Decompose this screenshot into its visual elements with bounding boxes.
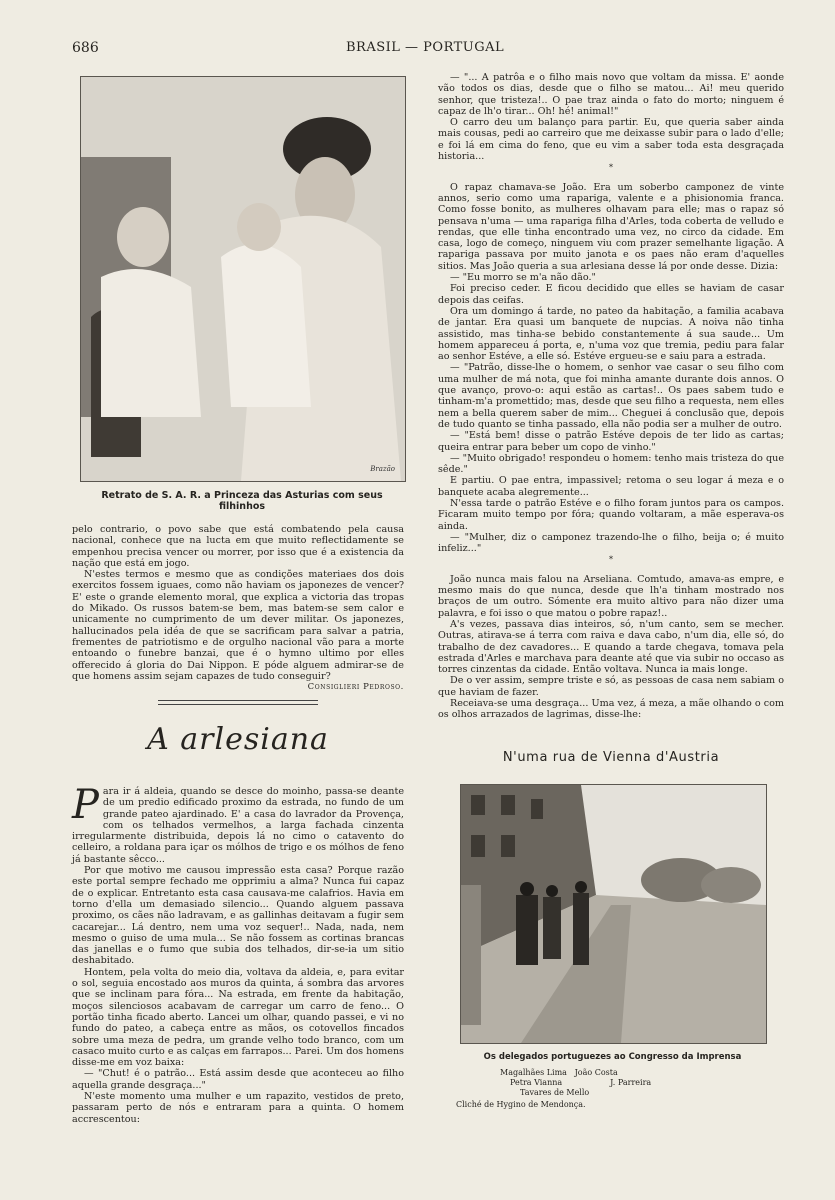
left-paragraph: pelo contrario, o povo sabe que está combatendo pela causa nacional, conhece que na lucta em que muito reflectidamente se empenhou precisa vencer ou morrer, por isso que é a existencia da nação que está em jogo. (72, 524, 404, 569)
story-paragraph: N'este momento uma mulher e um rapazito, vestidos de preto, passaram perto de nós e entraram para a quinta. O homem accrescentou: (72, 1091, 404, 1125)
delegate-name: João Costa (574, 1068, 618, 1077)
right-paragraph: — "Eu morro se m'a não dão." (450, 272, 596, 284)
street-illustration (461, 785, 766, 1043)
right-paragraph: De o ver assim, sempre triste e só, as pessoas de casa nem sabiam o que haviam de fazer. (438, 675, 784, 698)
page-number: 686 (72, 40, 99, 56)
right-paragraph: Foi preciso ceder. E ficou decidido que elles se haviam de casar depois das ceifas. (438, 283, 784, 306)
delegate-name: Magalhães Lima (500, 1068, 567, 1077)
left-paragraph: N'estes termos e mesmo que as condições materiaes dos dois exercitos fossem iguaes, como não haviam os japonezes de vencer? E' este o grande elemento moral, que explica a victoria das tropas do Mikado. Os russos batem-se bem, mas batem-se sem calor e unicamente no cumprimento de um dever militar. Os japonezes, hallucinados pela idéa de que se sacrificam para salvar a patria, frementes de patriotismo e de orgulho nacional vão para a morte entoando o funebre banzai, que é o hymno ultimo por elles offerecido á gloria do Dai Nippon. E póde alguem admirar-se de que homens assim sejam capazes de tudo conseguir? (72, 569, 404, 682)
delegate-name: Tavares de Mello (520, 1088, 590, 1097)
vienna-title: N'uma rua de Vienna d'Austria (502, 750, 720, 765)
photo-signature: Brazão (370, 465, 395, 473)
princess-portrait-photo (80, 76, 406, 482)
author-signature: Consiglieri Pedroso. (307, 682, 404, 693)
story-first-text: ara ir á aldeia, quando se desce do moinho, passa-se deante de um predio edificado proximo da estrada, no fundo de um grande pateo ajardinado. E' a casa do lavrador da Provença, com os telhados vermelhos, a larga fachada cinzenta irregularmente distribuida, depois lá no cimo o catavento do celleiro, a roldana para içar os mólhos de trigo e os mólhos de feno já bastante sêcco... (72, 786, 404, 865)
right-paragraph: — "Está bem! disse o patrão Estéve depois de ter lido as cartas; queira entrar para beber um copo de vinho." (438, 430, 784, 453)
drop-cap: P (72, 782, 99, 828)
journal-title: BRASIL — PORTUGAL (346, 40, 505, 55)
portrait-illustration (81, 77, 405, 481)
story-paragraph: — "Chut! é o patrão... Está assim desde que aconteceu ao filho aquella grande desgraça..." (72, 1068, 404, 1091)
right-column-text (438, 72, 784, 721)
story-first-paragraph (72, 782, 404, 865)
right-paragraph: — "... A patrôa e o filho mais novo que voltam da missa. E' aonde vão todos os dias, desde que o filho se matou... Ai! meu querido senhor, que tristeza!.. O pae traz ainda o fato do morto; ninguem é capaz de lh'o tirar... Oh! hé! animal!" (438, 72, 784, 117)
delegate-names (500, 1068, 700, 1098)
vienna-caption: Os delegados portuguezes ao Congresso da Imprensa (483, 1052, 742, 1062)
right-paragraph: João nunca mais falou na Arseliana. Comtudo, amava-as empre, e mesmo mais do que nunca, desde que lh'a tinham mostrado nos braços de um outro. Sómente era muito altivo para não dizer uma palavra, e foi isso o que matou o pobre rapaz!.. (438, 573, 784, 619)
right-paragraph: E partiu. O pae entra, impassivel; retoma o seu logar á meza e o banquete acaba alegremente... (438, 475, 784, 498)
delegate-name: Petra Vianna (510, 1078, 563, 1087)
photo-credit: Cliché de Hygino de Mendonça. (456, 1100, 586, 1109)
left-column-text (72, 524, 404, 693)
right-paragraph: — "Mulher, diz o camponez trazendo-lhe o filho, beija o; é muito infeliz..." (438, 531, 784, 555)
right-paragraph: Receiava-se uma desgraça... Uma vez, á meza, a mãe olhando o com os olhos arrazados de lagrimas, disse-lhe: (438, 698, 784, 721)
right-paragraph: Ora um domingo á tarde, no pateo da habitação, a familia acabava de jantar. Era quasi um banquete de nupcias. A noiva não tinha assistido, mas tinha-se bebido constantemente á sua saude... Um homem appareceu á porta, e, n'uma voz que tremia, pediu para falar ao senhor Estéve, a elle só. Estéve ergueu-se e saiu para a estrada. (438, 305, 784, 363)
story-title: A arlesiana (147, 722, 329, 757)
section-separator: * (609, 163, 613, 173)
right-paragraph: — "Patrão, disse-lhe o homem, o senhor vae casar o seu filho com uma mulher de má nota, que foi minha amante durante dois annos. O que avanço, provo-o: aqui estão as cartas!.. Os paes sabem tudo e tinham-m'a promettido; mas, desde que seu filho a requesta, nem elles nem a bella querem saber de mim... Cheguei á conclusão que, depois de tudo quanto se tinha passado, ella não podia ser a mulher de outro. (438, 362, 784, 430)
story-text (72, 782, 404, 1125)
right-paragraph: O rapaz chamava-se João. Era um soberbo camponez de vinte annos, serio como uma rapariga, valente e a phisionomia franca. Como fosse bonito, as mulheres olhavam para elle; mas o rapaz só pensava n'uma — uma rapariga filha d'Arles, toda coberta de velludo e rendas, que elle tinha encontrado uma vez, no circo da cidade. Em casa, logo de começo, ninguem viu com prazer semelhante ligação. A rapariga passava por muito janota e os paes não eram d'aquelles sitios. Mas João queria a sua arlesiana desse lá por onde desse. Dizia: (438, 181, 784, 272)
delegate-name: J. Parreira (610, 1078, 652, 1087)
right-paragraph: O carro deu um balanço para partir. Eu, que queria saber ainda mais cousas, pedi ao carreiro que me deixasse subir para o lado d'elle; e foi lá em cima do feno, que eu vim a saber toda esta desgraçada historia... (438, 117, 784, 163)
right-paragraph: N'essa tarde o patrão Estéve e o filho foram juntos para os campos. Ficaram muito tempo por fóra; quando voltaram, a mãe esperava-os ainda. (438, 497, 784, 532)
portrait-caption: Retrato de S. A. R. a Princeza das Asturias com seus filhinhos (101, 490, 383, 512)
section-separator: * (609, 555, 613, 565)
vienna-street-photo (460, 784, 767, 1044)
right-paragraph: A's vezes, passava dias inteiros, só, n'um canto, sem se mecher. Outras, atirava-se á terra com raiva e dava cabo, n'um dia, elle só, do trabalho de dez cavadores... E quando a tarde chegava, tomava pela estrada d'Arles e marchava para deante até que via subir no occaso as torres cinzentas da cidade. Então voltava. Nunca ia mais longe. (438, 618, 784, 676)
right-paragraph: — "Muito obrigado! respondeu o homem: tenho mais tristeza do que sêde." (438, 452, 784, 476)
story-paragraph: Hontem, pela volta do meio dia, voltava da aldeia, e, para evitar o sol, seguia encostado aos muros da quinta, á sombra das arvores que se inclinam para fóra... Na estrada, em frente da habitação, moços silenciosos acabavam de carregar um carro de feno... O portão tinha ficado aberto. Lancei um olhar, quando passei, e vi no fundo do pateo, a cabeça entre as mãos, os cotovellos fincados sobre uma meza de pedra, um grande velho todo branco, com um casaco muito curto e as calças em farrapos... Parei. Um dos homens disse-me em voz baixa: (72, 966, 404, 1069)
story-paragraph: Por que motivo me causou impressão esta casa? Porque razão este portal sempre fechado me opprimiu a alma? Nunca fui capaz de o explicar. Entretanto esta casa causava-me calafrios. Havia em torno d'ella um demasiado silencio... Quando alguem passava proximo, os cães não ladravam, e as gallinhas deitavam a fugir sem cacarejar... Lá dentro, nem uma voz sequer!.. Nada, nada, nem mesmo o guiso de uma mula... Se não fossem as cortinas brancas das janellas e o fumo que subia dos telhados, dir-se-ia um sitio deshabitado. (72, 865, 404, 967)
ornamental-rule (158, 700, 318, 705)
